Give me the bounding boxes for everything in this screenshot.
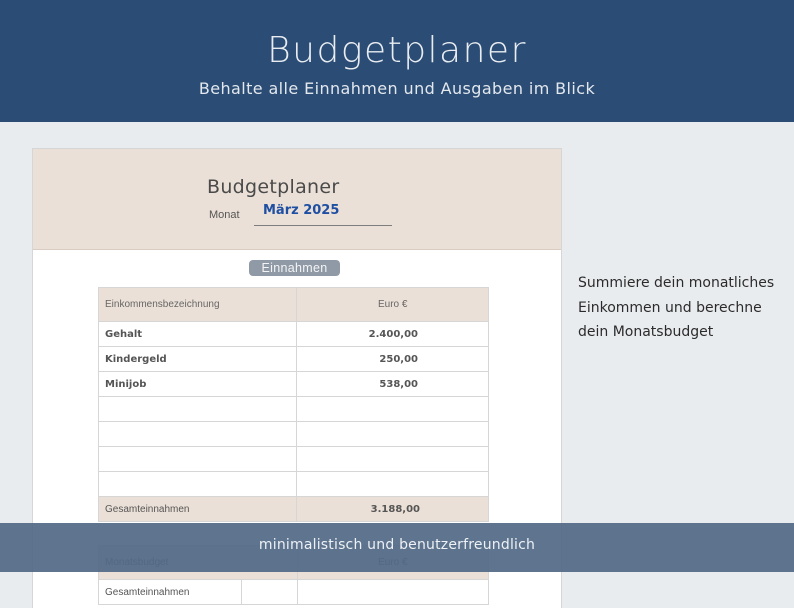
table-row	[99, 372, 489, 397]
income-amount-cell[interactable]: 250,00	[297, 347, 489, 372]
income-table	[98, 287, 489, 522]
caption-text: minimalistisch und benutzerfreundlich	[258, 537, 536, 553]
column-header-amount: Euro €	[297, 288, 489, 322]
sheet-title: Budgetplaner	[207, 176, 340, 198]
income-name-cell[interactable]: Kindergeld	[99, 347, 297, 372]
caption-overlay	[0, 523, 794, 572]
header-banner	[0, 0, 794, 122]
section-badge-einnahmen: Einnahmen	[249, 260, 340, 276]
month-label: Monat	[209, 209, 240, 221]
budget-row-label: Gesamteinnahmen	[99, 580, 242, 605]
income-amount-cell[interactable]	[297, 422, 489, 447]
income-name-cell[interactable]: Gehalt	[99, 322, 297, 347]
table-row	[99, 397, 489, 422]
month-field[interactable]: März 2025	[263, 203, 340, 218]
table-row	[99, 447, 489, 472]
table-row	[99, 422, 489, 447]
table-row	[99, 347, 489, 372]
table-header-row	[99, 288, 489, 322]
column-header-name: Einkommensbezeichnung	[99, 288, 297, 322]
table-row	[99, 322, 489, 347]
month-underline	[254, 225, 392, 226]
income-name-cell[interactable]	[99, 397, 297, 422]
income-name-cell[interactable]	[99, 447, 297, 472]
feature-description: Summiere dein monatliches Einkommen und berechne dein Monatsbudget	[578, 275, 775, 340]
total-label: Gesamteinnahmen	[99, 497, 297, 522]
income-amount-cell[interactable]: 538,00	[297, 372, 489, 397]
budget-row-value[interactable]	[297, 580, 488, 605]
table-row	[99, 472, 489, 497]
total-value: 3.188,00	[297, 497, 489, 522]
sheet-header	[33, 149, 561, 250]
table-row	[99, 580, 489, 605]
budget-row-spacer	[241, 580, 297, 605]
income-name-cell[interactable]	[99, 422, 297, 447]
income-amount-cell[interactable]	[297, 447, 489, 472]
income-amount-cell[interactable]	[297, 397, 489, 422]
total-row	[99, 497, 489, 522]
page-title: Budgetplaner	[267, 30, 527, 71]
income-name-cell[interactable]	[99, 472, 297, 497]
income-name-cell[interactable]: Minijob	[99, 372, 297, 397]
income-amount-cell[interactable]	[297, 472, 489, 497]
page-subtitle: Behalte alle Einnahmen und Ausgaben im Blick	[198, 79, 596, 98]
income-amount-cell[interactable]: 2.400,00	[297, 322, 489, 347]
